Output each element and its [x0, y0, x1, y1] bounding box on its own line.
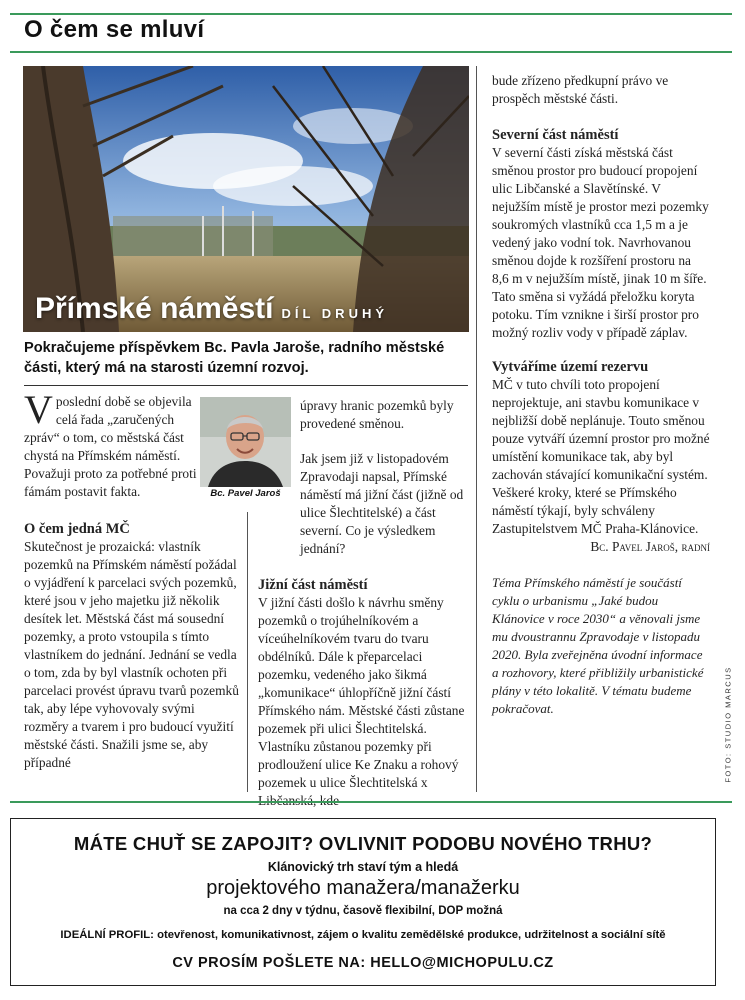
photo-title-main: Přímské náměstí [35, 292, 274, 325]
advert-profile: IDEÁLNÍ PROFIL: otevřenost, komunikativnost, zájem o kvalitu zemědělské produkce, udržitelnost a sociální sítě [60, 929, 666, 941]
job-advert-box [10, 818, 716, 986]
author-signature: Bc. Pavel Jaroš, radní [590, 539, 710, 554]
advert-contact: CV PROSÍM POŠLETE NA: HELLO@MICHOPULU.CZ [172, 955, 554, 971]
heading-uzemni-rezerva: Vytváříme území rezervu [492, 359, 649, 375]
heading-o-cem-jedna-mc: O čem jedná MČ [24, 521, 130, 537]
photo-title [35, 292, 388, 326]
top-rule [10, 13, 732, 15]
lead-rule [24, 385, 468, 386]
advert-role: projektového manažera/manažerku [206, 877, 520, 899]
column-2-intro2: Jak jsem již v listopadovém Zpravodaji napsal, Přímské náměstí má jižní část (jižně od ulice Šlechtitelské) a část severní. Co je výsledkem jednání? [300, 451, 464, 556]
bottom-rule [10, 801, 732, 803]
heading-jizni-cast: Jižní část náměstí [258, 577, 368, 593]
column-3 [492, 72, 710, 718]
column-1-text: Skutečnost je prozaická: vlastník pozemků na Přímském náměstí požádal o vyjádření k parcelaci svých pozemků, které jsou v jeho majetku již několik desítek let. Městská část má sousední pozemky, a proto vstoupila s tímto vlastníkem do jednání. Jednání se vedla o tom, zda by byl vlastník ochoten při parcelaci provést úpravu tvarů pozemků tak, aby lépe vyhovovaly svými rozměry a tvarem i pro budoucí využití městské části. Snažili jsme se, aby případné [24, 539, 239, 770]
advert-headline: MÁTE CHUŤ SE ZAPOJIT? OVLIVNIT PODOBU NOVÉHO TRHU? [73, 833, 653, 854]
column-divider-1 [247, 512, 248, 792]
section-title: O čem se mluví [24, 16, 205, 43]
column-3-intro: bude zřízeno předkupní právo ve prospěch městské části. [492, 73, 669, 106]
column-2-text: V jižní části došlo k návrhu směny pozemků o trojúhelníkovém a víceúhelníkovém tvaru do tvaru obdélníků. Dále k přeparcelaci pozemku, vedeného jako šikmá „komunikace“ úhlopříčně jižní částí Přímského nám. Městské části zůstane pozemek při ulici Šlechtitelská. Vlastníku zůstanou pozemky při prodloužení ulice Ke Znaku a rohový pozemek u ulice Šlechtitelská x [258, 595, 465, 790]
photo-credit [714, 666, 733, 788]
column-1-body [24, 520, 242, 772]
column-2-body [258, 450, 472, 810]
drop-cap: V [24, 387, 53, 432]
column-3-text1: V severní části získá městská část směnou prostor pro budoucí propojení ulic Libčanské a Slavětínské. V nejužším místě je prostor mezi pozemky soukromých vlastníků cca 1,5 m a je vedený jako vodní tok. Navrhovanou směnou dojde k rozšíření prostoru na 8,6 m v nejužším místě, jinak 10 m šíře. Tato směna si vyžádá přeložku koryta potoku. Tím vznikne i širší prostor pro možný rozliv vody v případě záplav. [492, 145, 709, 340]
lead-paragraph: Pokračujeme příspěvkem Bc. Pavla Jaroše, radního městské části, který má na starosti územní rozvoj. [24, 340, 445, 376]
column-2-intro1: úpravy hranic pozemků byly provedené směnou. [300, 398, 454, 431]
advert-line1: Klánovický trh staví tým a hledá [267, 860, 459, 874]
photo-title-sub: DÍL DRUHÝ [281, 306, 389, 321]
heading-severni-cast: Severní část náměstí [492, 127, 619, 143]
column-3-text2: MČ v tuto chvíli toto propojení neprojektuje, ani stavbu komunikace v nejbližší době neplánuje. Touto směnou pouze vytváří územní prostor pro možné umístění komunikace tak, aby byl zachován stávající komunikační systém. Veškeré kroky, které se Přímského náměstí týkají, byly schváleny Zastupitelstvem MČ Praha-Klánovice. [492, 377, 710, 536]
column-2-intro [300, 397, 472, 433]
advert-terms: na cca 2 dny v týdnu, časově flexibilní, DOP možná [223, 905, 503, 917]
column-divider-2 [476, 66, 477, 792]
title-rule [10, 51, 732, 53]
column-1-intro [24, 387, 198, 501]
portrait-caption: Bc. Pavel Jaroš [210, 488, 281, 499]
photo-credit-text: FOTO: STUDIO MARCUS [723, 666, 733, 783]
intro-text: poslední době se objevila celá řada „zaručených zpráv“ o tom, co městská část chystá na Přímském náměstí. Považuji proto za potřebné proti fámám postavit fakta. [24, 394, 197, 499]
series-note: Téma Přímského náměstí je součástí cyklu o urbanismu „Jaké budou Klánovice v roce 2030“ a věnovali jsme mu dvoustrannu Zpravodaje v listopadu 2020. Byla zveřejněna úvodní informace a rozhovory, které přibližily urbanistické plány v této lokalitě. V tématu budeme pokračovat. [492, 575, 704, 716]
feature-photo [23, 66, 469, 332]
